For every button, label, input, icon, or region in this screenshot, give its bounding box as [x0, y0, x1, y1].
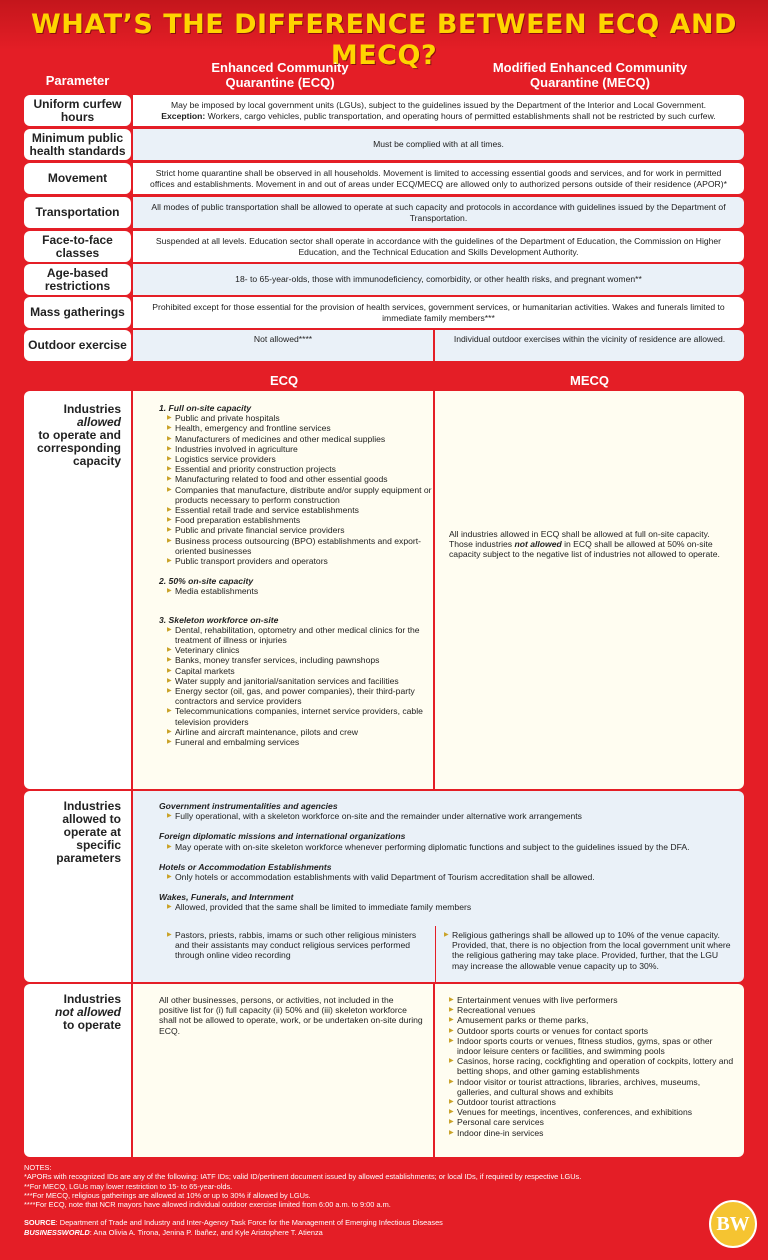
allowed-mecq-cell	[435, 391, 744, 789]
value-text: Strict home quarantine shall be observed in all households. Movement is limited to accessing essential goods and services, and for work in permitted offices and establishments. Movement in and out of areas under ECQ/MECQ are allowed only to authorized persons outside of their residence (APOR)*	[150, 168, 727, 189]
not-allowed-item: ▶ Outdoor tourist attractions	[449, 1097, 734, 1107]
value-text: May be imposed by local government units (LGUs), subject to the guidelines issued by the Department of the Interior and Local Government.	[170, 100, 706, 110]
not-allowed-item: ▶ Casinos, horse racing, cockfighting and operation of cockpits, lottery and betting shops, and other gaming establishments	[449, 1056, 734, 1076]
parameter-label: Movement	[24, 163, 131, 194]
specific-group	[159, 862, 744, 882]
notallowed-param	[24, 984, 131, 1157]
specific-divider	[435, 926, 436, 982]
specific-group-title: Wakes, Funerals, and Internment	[159, 892, 294, 903]
skeleton-item: ▶ Telecommunications companies, internet service providers, cable television providers	[167, 706, 433, 726]
parameter-row	[24, 197, 744, 228]
full-capacity-item: ▶ Manufacturers of medicines and other medical supplies	[167, 434, 433, 444]
notallowed-items	[449, 995, 734, 1138]
parameter-label: Face-to-face classes	[24, 231, 131, 262]
not-allowed-item: ▶ Personal care services	[449, 1117, 734, 1127]
notallowed-ecq-text: All other businesses, persons, or activities, not included in the positive list for (i) full capacity (ii) 50% and (iii) skeleton workforce shall not be allowed to operate, work, or be undertaken on-site during ECQ.	[159, 995, 423, 1036]
allowed-mecq-post: in ECQ shall be allowed at 50% on-site capacity subject to the negative list of industries not allowed to operate.	[449, 539, 720, 560]
notallowed-param-post: to operate	[62, 1018, 121, 1032]
specific-group	[159, 831, 744, 851]
parameter-row	[24, 163, 744, 194]
parameter-label: Age-based restrictions	[24, 264, 131, 295]
skeleton-item: ▶ Capital markets	[167, 666, 433, 676]
value-text: Prohibited except for those essential for the provision of health services, government services, or humanitarian activities. Wakes and funerals limited to immediate family members***	[152, 302, 725, 323]
mecq-value: Individual outdoor exercises within the vicinity of residence are allowed.	[435, 330, 744, 361]
note-line: *APORs with recognized IDs are any of the following: IATF IDs; valid ID/pertinent document issued by allowed establishments; or local IDs, if required by respective LGUs.	[24, 1172, 582, 1182]
not-allowed-item: ▶ Indoor sports courts or venues, fitness studios, gyms, spas or other indoor leisure centers or facilities, and swimming pools	[449, 1036, 734, 1056]
specific-group-item: ▶ Allowed, provided that the same shall be limited to immediate family members	[167, 902, 744, 912]
allowed-param	[24, 391, 131, 789]
parameter-row	[24, 297, 744, 328]
specific-groups	[159, 801, 744, 913]
note-line: ***For MECQ, religious gatherings are allowed at 10% or up to 30% if allowed by LGUs.	[24, 1190, 311, 1200]
notes-label: NOTES:	[24, 1163, 52, 1172]
mecq-religious: ▶ Religious gatherings shall be allowed up to 10% of the venue capacity. Provided, that, there is no objection from the local government unit where the religious gathering may take place. Provided, further, that the LGU may increase the allowable venue capacity up to 30%.	[444, 930, 734, 971]
parameter-label: Minimum public health standards	[24, 129, 131, 160]
specific-group-item: ▶ Fully operational, with a skeleton workforce on-site and the remainder under alternative work arrangements	[167, 811, 744, 821]
full-capacity-item: ▶ Health, emergency and frontline services	[167, 423, 433, 433]
notallowed-mecq-cell	[435, 984, 744, 1157]
allowed-mecq-pre: All industries allowed in ECQ shall be allowed at full on-site capacity. Those industries	[449, 529, 710, 550]
full-items	[159, 413, 433, 566]
ecq-religious: ▶ Pastors, priests, rabbis, imams or such other religious ministers and their assistants may conduct religious services performed through online video recording	[167, 930, 429, 961]
header-mecq: Modified Enhanced Community Quarantine (MECQ)	[492, 60, 688, 90]
parameter-label: Uniform curfew hours	[24, 95, 131, 126]
full-capacity-item: ▶ Business process outsourcing (BPO) establishments and export-oriented businesses	[167, 536, 433, 556]
value-text: 18- to 65-year-olds, those with immunodeficiency, comorbidity, or other health risks, and pregnant women**	[235, 274, 642, 285]
not-allowed-item: ▶ Indoor visitor or tourist attractions, libraries, archives, museums, galleries, and cultural shows and exhibits	[449, 1077, 734, 1097]
businessworld-logo: BW	[709, 1200, 757, 1248]
header-ecq: Enhanced Community Quarantine (ECQ)	[211, 60, 349, 90]
exception-text: Workers, cargo vehicles, public transportation, and operating hours of permitted establishments shall not be restricted by such curfew.	[205, 110, 716, 121]
skeleton-item: ▶ Banks, money transfer services, including pawnshops	[167, 655, 433, 665]
header-parameter: Parameter	[45, 73, 110, 88]
notallowed-param-pre: Industries	[63, 992, 121, 1006]
specific-group-title: Foreign diplomatic missions and international organizations	[159, 831, 406, 842]
specific-group	[159, 801, 744, 821]
section-ecq: ECQ	[270, 373, 299, 388]
notallowed-row	[24, 984, 744, 1157]
full-capacity-item: ▶ Public and private financial service providers	[167, 525, 433, 535]
notes-lines	[24, 1172, 684, 1209]
allowed-ecq-cell	[133, 391, 433, 789]
value-text: All modes of public transportation shall be allowed to operate at such capacity and protocols in accordance with guidelines issued by the Department of Transportation.	[151, 202, 726, 223]
source-text: : Department of Trade and Industry and Inter-Agency Task Force for the Management of Emerging Infectious Diseases	[55, 1218, 443, 1228]
full-capacity-item: ▶ Public transport providers and operators	[167, 556, 433, 566]
skel-title: 3. Skeleton workforce on-site	[159, 614, 279, 625]
specific-group-item: ▶ May operate with on-site skeleton workforce whenever performing diplomatic functions and subject to the guidelines issued by the DFA.	[167, 842, 744, 852]
full-title: 1. Full on-site capacity	[159, 403, 252, 413]
not-allowed-item: ▶ Venues for meetings, incentives, conferences, and exhibitions	[449, 1107, 734, 1117]
specific-mecq-religious	[444, 930, 734, 971]
page-title: WHAT’S THE DIFFERENCE BETWEEN ECQ AND MECQ?	[31, 9, 737, 71]
source-line	[24, 1218, 684, 1227]
parameter-label: Mass gatherings	[24, 297, 131, 328]
notallowed-ecq-cell	[133, 984, 433, 1157]
section-mecq: MECQ	[570, 373, 609, 388]
exception-label: Exception:	[161, 110, 206, 121]
specific-group-item: ▶ Only hotels or accommodation establishments with valid Department of Tourism accreditation shall be allowed.	[167, 872, 744, 882]
parameter-row	[24, 129, 744, 160]
shared-value	[133, 163, 744, 194]
notallowed-param-em: not allowed	[55, 1005, 121, 1019]
shared-value	[133, 129, 744, 160]
page-title-bar	[0, 0, 768, 71]
full-capacity-item: ▶ Industries involved in agriculture	[167, 444, 433, 454]
half-title: 2. 50% on-site capacity	[159, 576, 254, 587]
skeleton-item: ▶ Airline and aircraft maintenance, pilots and crew	[167, 727, 433, 737]
allowed-param-post: to operate and corresponding capacity	[36, 428, 121, 468]
full-capacity-item: ▶ Manufacturing related to food and other essential goods	[167, 474, 433, 484]
specific-param: Industries allowed to operate at specific parameters	[24, 791, 131, 982]
parameter-row	[24, 95, 744, 126]
allowed-param-pre: Industries	[63, 402, 121, 416]
value-text: Must be complied with at all times.	[373, 139, 504, 150]
specific-ecq-religious	[159, 930, 429, 961]
note-line: **For MECQ, LGUs may lower restriction to 15- to 65-year-olds.	[24, 1181, 233, 1191]
skeleton-item: ▶ Water supply and janitorial/sanitation services and facilities	[167, 676, 433, 686]
shared-value	[133, 264, 744, 295]
allowed-row	[24, 391, 744, 789]
credit-label: BUSINESSWORLD	[24, 1227, 90, 1237]
ecq-value: Not allowed****	[133, 330, 433, 361]
value-text: Suspended at all levels. Education sector shall operate in accordance with the guidelines of the Department of Education, the Commission on Higher Education, and the Technical Education and Skills Development Authority.	[155, 236, 722, 257]
full-capacity-item: ▶ Essential retail trade and service establishments	[167, 505, 433, 515]
skeleton-item: ▶ Veterinary clinics	[167, 645, 433, 655]
parameter-label: Outdoor exercise	[24, 330, 131, 361]
allowed-param-em: allowed	[76, 415, 121, 429]
shared-value	[133, 231, 744, 262]
credit-text: : Ana Olivia A. Tirona, Jenina P. Ibañez, and Kyle Aristophere T. Atienza	[89, 1227, 323, 1237]
skeleton-item: ▶ Funeral and embalming services	[167, 737, 433, 747]
full-capacity-item: ▶ Logistics service providers	[167, 454, 433, 464]
skeleton-item: ▶ Energy sector (oil, gas, and power companies), their third-party contractors and service providers	[167, 686, 433, 706]
skel-items	[159, 625, 433, 747]
shared-value	[133, 95, 744, 126]
specific-group-title: Government instrumentalities and agencies	[159, 801, 338, 811]
specific-row	[24, 791, 744, 982]
notes	[24, 1163, 684, 1237]
not-allowed-item: ▶ Amusement parks or theme parks,	[449, 1015, 734, 1025]
not-allowed-item: ▶ Indoor dine-in services	[449, 1128, 734, 1138]
allowed-mecq-em: not allowed	[514, 539, 562, 550]
specific-group-title: Hotels or Accommodation Establishments	[159, 861, 332, 872]
source-label: SOURCE	[24, 1218, 56, 1228]
parameter-row	[24, 264, 744, 295]
shared-value	[133, 197, 744, 228]
note-line: ****For ECQ, note that NCR mayors have allowed individual outdoor exercise limited from 6:00 a.m. to 9:00 a.m.	[24, 1200, 391, 1210]
full-capacity-item: ▶ Food preparation establishments	[167, 515, 433, 525]
not-allowed-item: ▶ Outdoor sports courts or venues for contact sports	[449, 1026, 734, 1036]
parameter-row	[24, 330, 744, 361]
half-items	[159, 586, 433, 596]
credit-line	[24, 1228, 684, 1237]
specific-group	[159, 892, 744, 912]
full-capacity-item: ▶ Companies that manufacture, distribute and/or supply equipment or products necessary to perform construction	[167, 485, 433, 505]
parameter-label: Transportation	[24, 197, 131, 228]
parameter-row	[24, 231, 744, 262]
full-capacity-item: ▶ Essential and priority construction projects	[167, 464, 433, 474]
skeleton-item: ▶ Dental, rehabilitation, optometry and other medical clinics for the treatment of illness or injuries	[167, 625, 433, 645]
full-capacity-item: ▶ Public and private hospitals	[167, 413, 433, 423]
not-allowed-item: ▶ Recreational venues	[449, 1005, 734, 1015]
half-capacity-item: ▶ Media establishments	[167, 586, 433, 596]
shared-value	[133, 297, 744, 328]
not-allowed-item: ▶ Entertainment venues with live performers	[449, 995, 734, 1005]
